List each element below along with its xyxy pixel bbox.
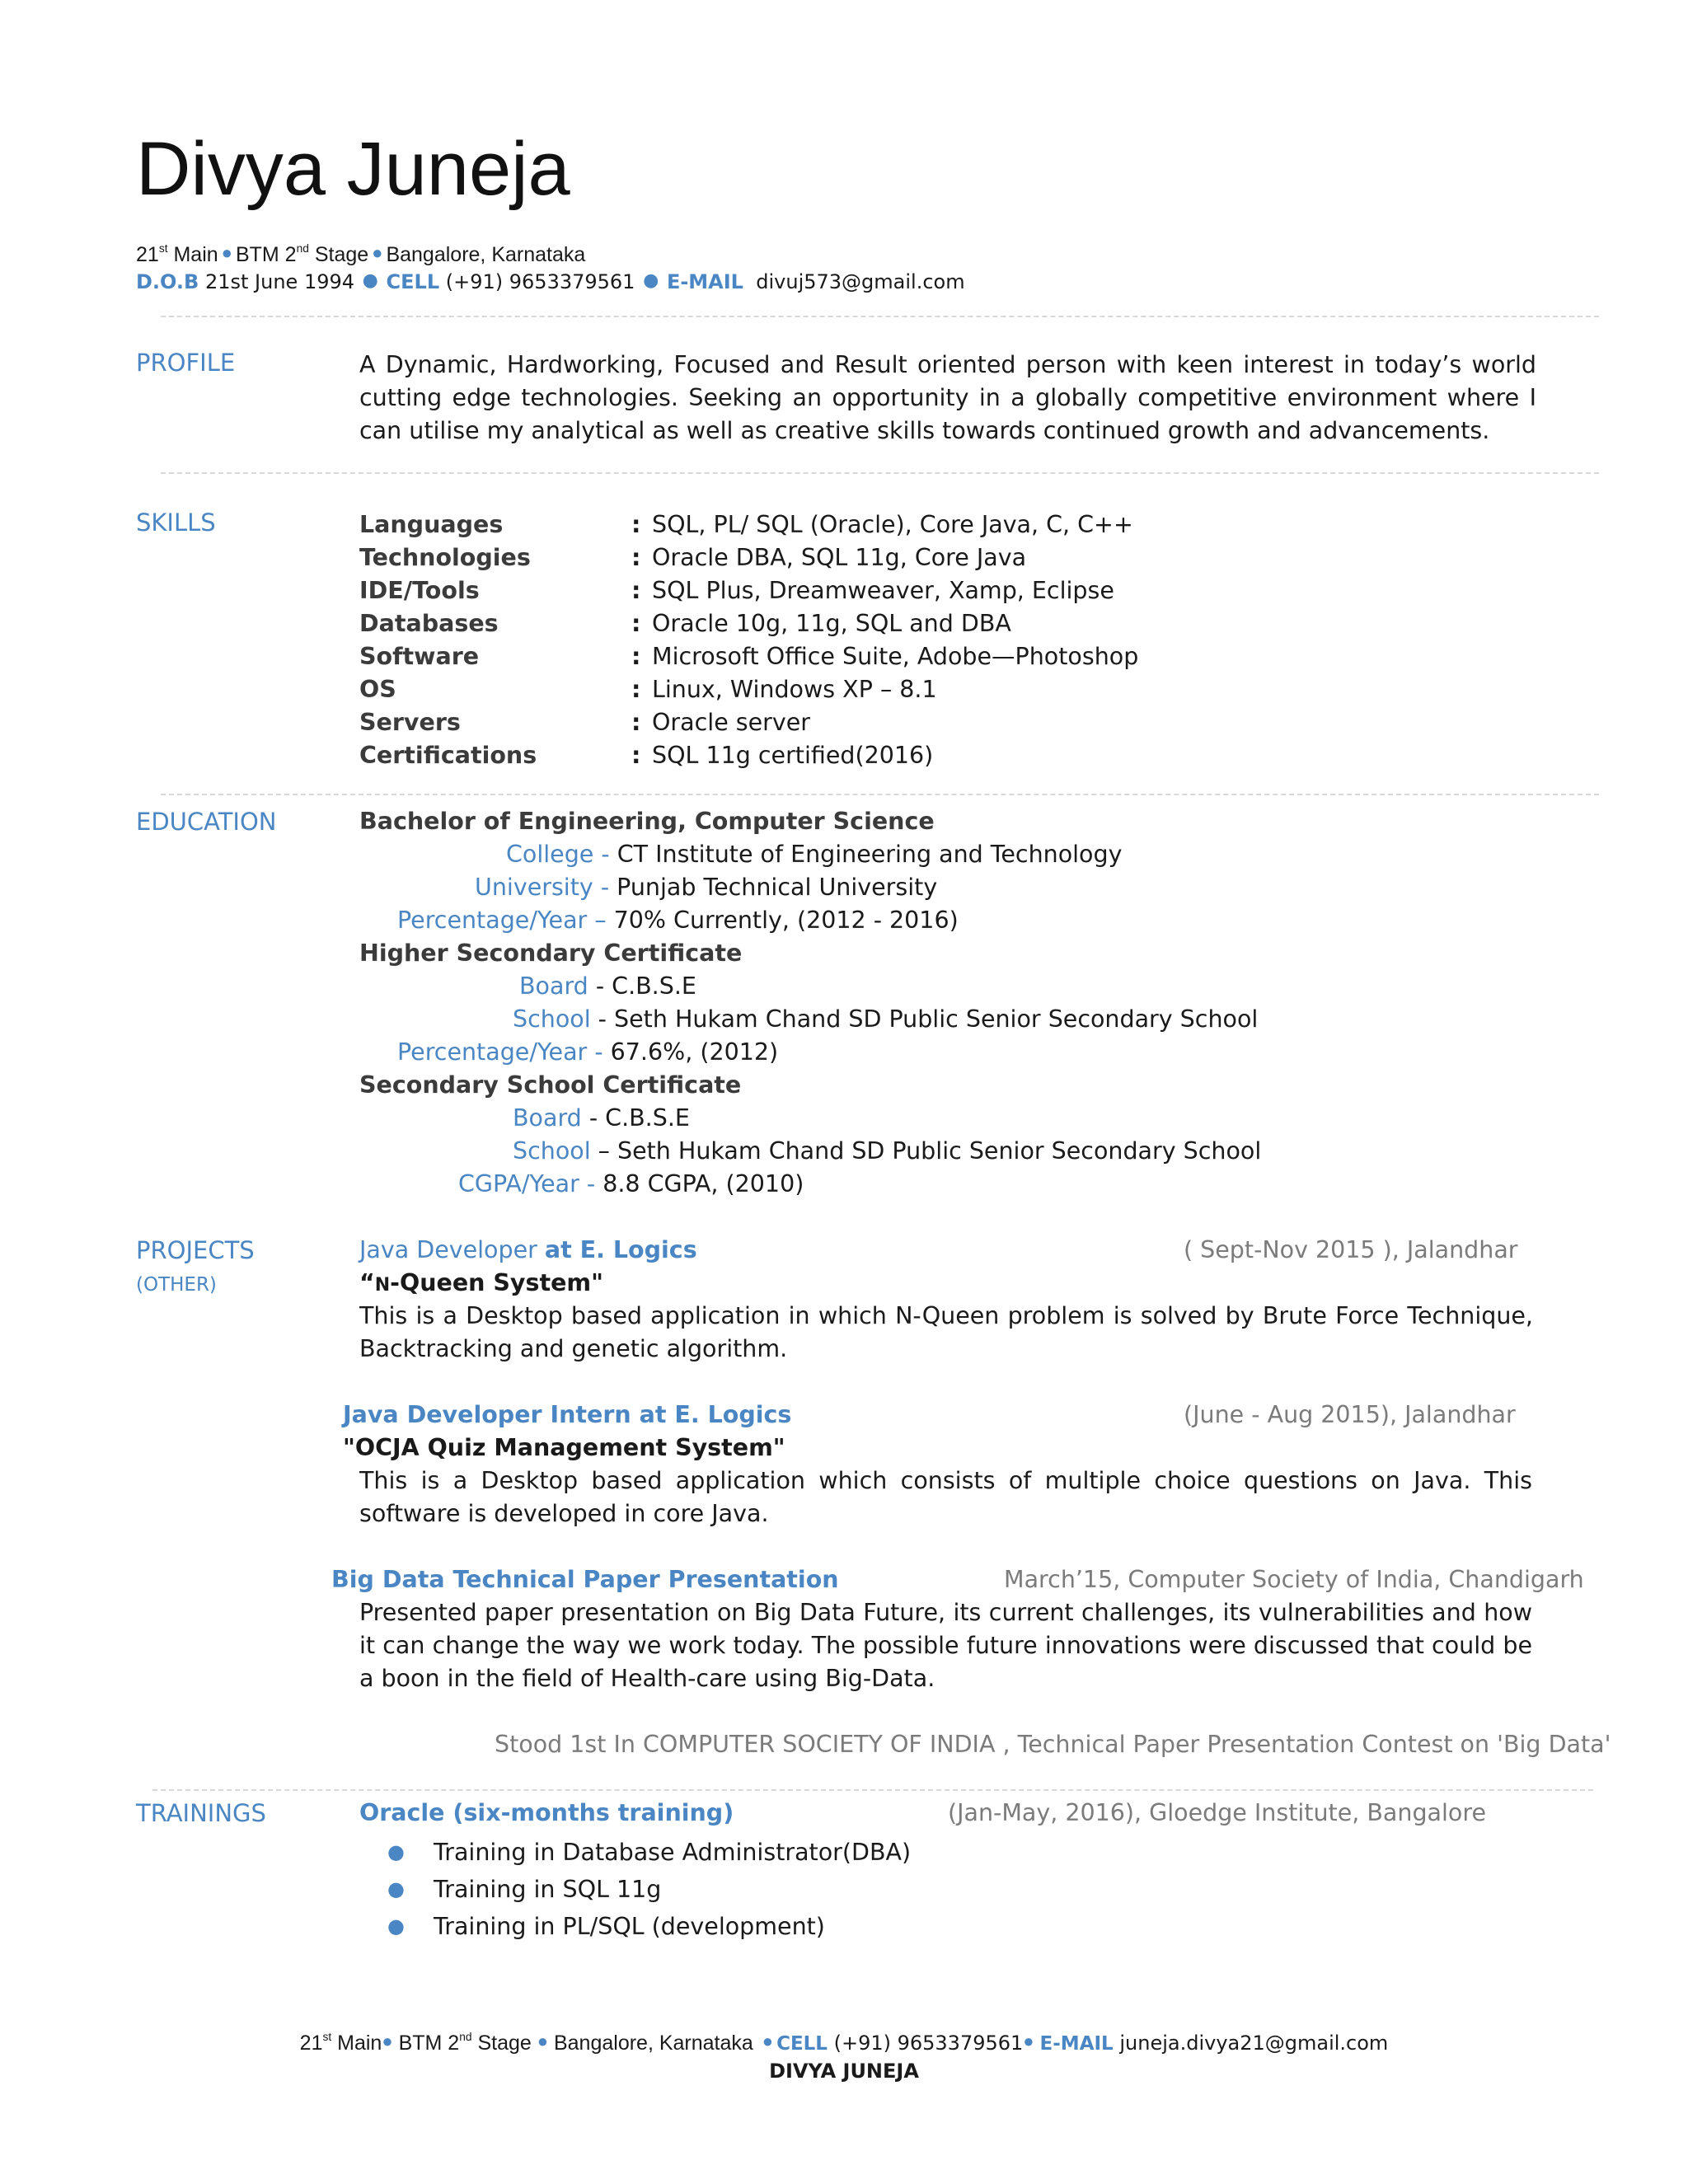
bullet-separator-icon: ●: [221, 242, 232, 263]
header-contact: [136, 267, 965, 296]
projects-sub-label: (OTHER): [136, 1274, 217, 1296]
project-3-period: March’15, Computer Society of India, Chandigarh: [1004, 1566, 1584, 1593]
project-3-role: Big Data Technical Paper Presentation: [331, 1566, 839, 1593]
email-label: E-MAIL: [666, 270, 743, 293]
dob-label: D.O.B: [136, 270, 199, 293]
footer-contact: 21st Main● BTM 2nd Stage ● Bangalore, Karnataka ● CELL (+91) 9653379561● E-MAIL juneja.divya21@gmail.com: [299, 2031, 1389, 2055]
section-divider: [161, 316, 1599, 317]
section-divider: [152, 1789, 1593, 1791]
projects-section-label: PROJECTS: [136, 1236, 255, 1264]
bullet-icon: ●: [387, 1915, 405, 1938]
training-period: (Jan-May, 2016), Gloedge Institute, Bangalore: [948, 1799, 1486, 1826]
hsc-percentage-line: Percentage/Year - 67.6%, (2012): [397, 1038, 779, 1066]
bullet-separator-icon: ●: [362, 270, 378, 291]
address-line-2: BTM 2nd Stage: [235, 242, 369, 266]
bullet-separator-icon: ●: [643, 270, 659, 291]
footer-cell-label: CELL: [776, 2033, 828, 2055]
hsc-heading: Higher Secondary Certificate: [359, 940, 743, 967]
project-2-title: "OCJA Quiz Management System": [343, 1434, 785, 1461]
project-1-description: This is a Desktop based application in which N-Queen problem is solved by Brute Force Technique, Backtracking and genetic algorithm.: [359, 1302, 1533, 1362]
hsc-board-line: Board - C.B.S.E: [519, 972, 696, 1000]
resume-name: Divya Juneja: [136, 127, 570, 211]
be-percentage-line: Percentage/Year – 70% Currently, (2012 - 2016): [397, 907, 959, 934]
trainings-section-label: TRAININGS: [136, 1799, 266, 1827]
cell-label: CELL: [386, 270, 440, 293]
skill-row-ide-tools: IDE/Tools : SQL Plus, Dreamweaver, Xamp, Eclipse: [359, 577, 1114, 604]
project-2-role: Java Developer Intern at E. Logics: [343, 1401, 792, 1428]
skill-row-servers: Servers : Oracle server: [359, 709, 811, 736]
skill-row-software: Software : Microsoft Office Suite, Adobe—Photoshop: [359, 643, 1139, 670]
ssc-school-line: School – Seth Hukam Chand SD Public Senior Secondary School: [513, 1137, 1262, 1165]
ssc-board-line: Board - C.B.S.E: [513, 1104, 690, 1132]
be-university-line: University - Punjab Technical University: [475, 874, 938, 901]
address-city: Bangalore, Karnataka: [386, 243, 586, 266]
be-degree-heading: Bachelor of Engineering, Computer Science: [359, 808, 935, 835]
skill-row-os: OS : Linux, Windows XP – 8.1: [359, 676, 937, 703]
bullet-icon: ●: [387, 1840, 405, 1863]
project-1-period: ( Sept-Nov 2015 ), Jalandhar: [1184, 1236, 1518, 1263]
skill-row-languages: Languages : SQL, PL/ SQL (Oracle), Core Java, C, C++: [359, 511, 1133, 538]
bullet-separator-icon: ●: [1023, 2031, 1034, 2051]
footer-name: DIVYA JUNEJA: [769, 2060, 919, 2083]
hsc-school-line: School - Seth Hukam Chand SD Public Senior Secondary School: [513, 1005, 1259, 1033]
section-divider: [161, 794, 1599, 795]
bullet-separator-icon: ●: [762, 2031, 774, 2051]
project-2-description: This is a Desktop based application which consists of multiple choice questions on Java. This software is developed in core Java.: [359, 1467, 1532, 1527]
training-title: Oracle (six-months training): [359, 1799, 734, 1826]
header-address: [136, 239, 585, 269]
be-college-line: College - CT Institute of Engineering and Technology: [506, 841, 1123, 868]
ssc-cgpa-line: CGPA/Year - 8.8 CGPA, (2010): [458, 1170, 804, 1197]
profile-text: A Dynamic, Hardworking, Focused and Result oriented person with keen interest in today’s world cutting edge technologies. Seeking an opportunity in a globally competitive environment where I can utilise my analytical as well as creative skills towards continued growth and advancements.: [359, 351, 1536, 444]
bullet-separator-icon: ●: [537, 2031, 549, 2051]
section-divider: [161, 472, 1599, 474]
project-3-description: Presented paper presentation on Big Data Future, its current challenges, its vulnerabilities and how it can change the way we work today. The possible future innovations were discussed that could be a boon in the field of Health-care using Big-Data.: [359, 1599, 1532, 1692]
skill-row-certifications: Certifications : SQL 11g certified(2016): [359, 742, 934, 769]
profile-section-label: PROFILE: [136, 349, 236, 377]
email-value[interactable]: divuj573@gmail.com: [756, 270, 965, 293]
dob-value: 21st June 1994: [204, 270, 355, 293]
footer-email-label: E-MAIL: [1039, 2033, 1114, 2055]
ssc-heading: Secondary School Certificate: [359, 1071, 742, 1099]
bullet-separator-icon: ●: [382, 2031, 393, 2051]
education-section-label: EDUCATION: [136, 808, 277, 836]
project-3-award: Stood 1st In COMPUTER SOCIETY OF INDIA , Technical Paper Presentation Contest on 'Big Data': [495, 1731, 1611, 1758]
footer-email-value[interactable]: juneja.divya21@gmail.com: [1113, 2032, 1389, 2055]
skills-list: [359, 509, 1513, 772]
address-line-1: 21st Main: [136, 242, 218, 266]
project-2-period: (June - Aug 2015), Jalandhar: [1184, 1401, 1516, 1428]
project-1-title: “N-Queen System": [359, 1269, 603, 1296]
bullet-separator-icon: ●: [372, 242, 383, 263]
skill-row-databases: Databases : Oracle 10g, 11g, SQL and DBA: [359, 610, 1011, 637]
skill-row-technologies: Technologies : Oracle DBA, SQL 11g, Core Java: [359, 544, 1027, 571]
skills-section-label: SKILLS: [136, 509, 216, 537]
project-1-role: Java Developer at E. Logics: [359, 1236, 697, 1263]
bullet-icon: ●: [387, 1877, 405, 1900]
cell-value: (+91) 9653379561: [445, 270, 635, 293]
